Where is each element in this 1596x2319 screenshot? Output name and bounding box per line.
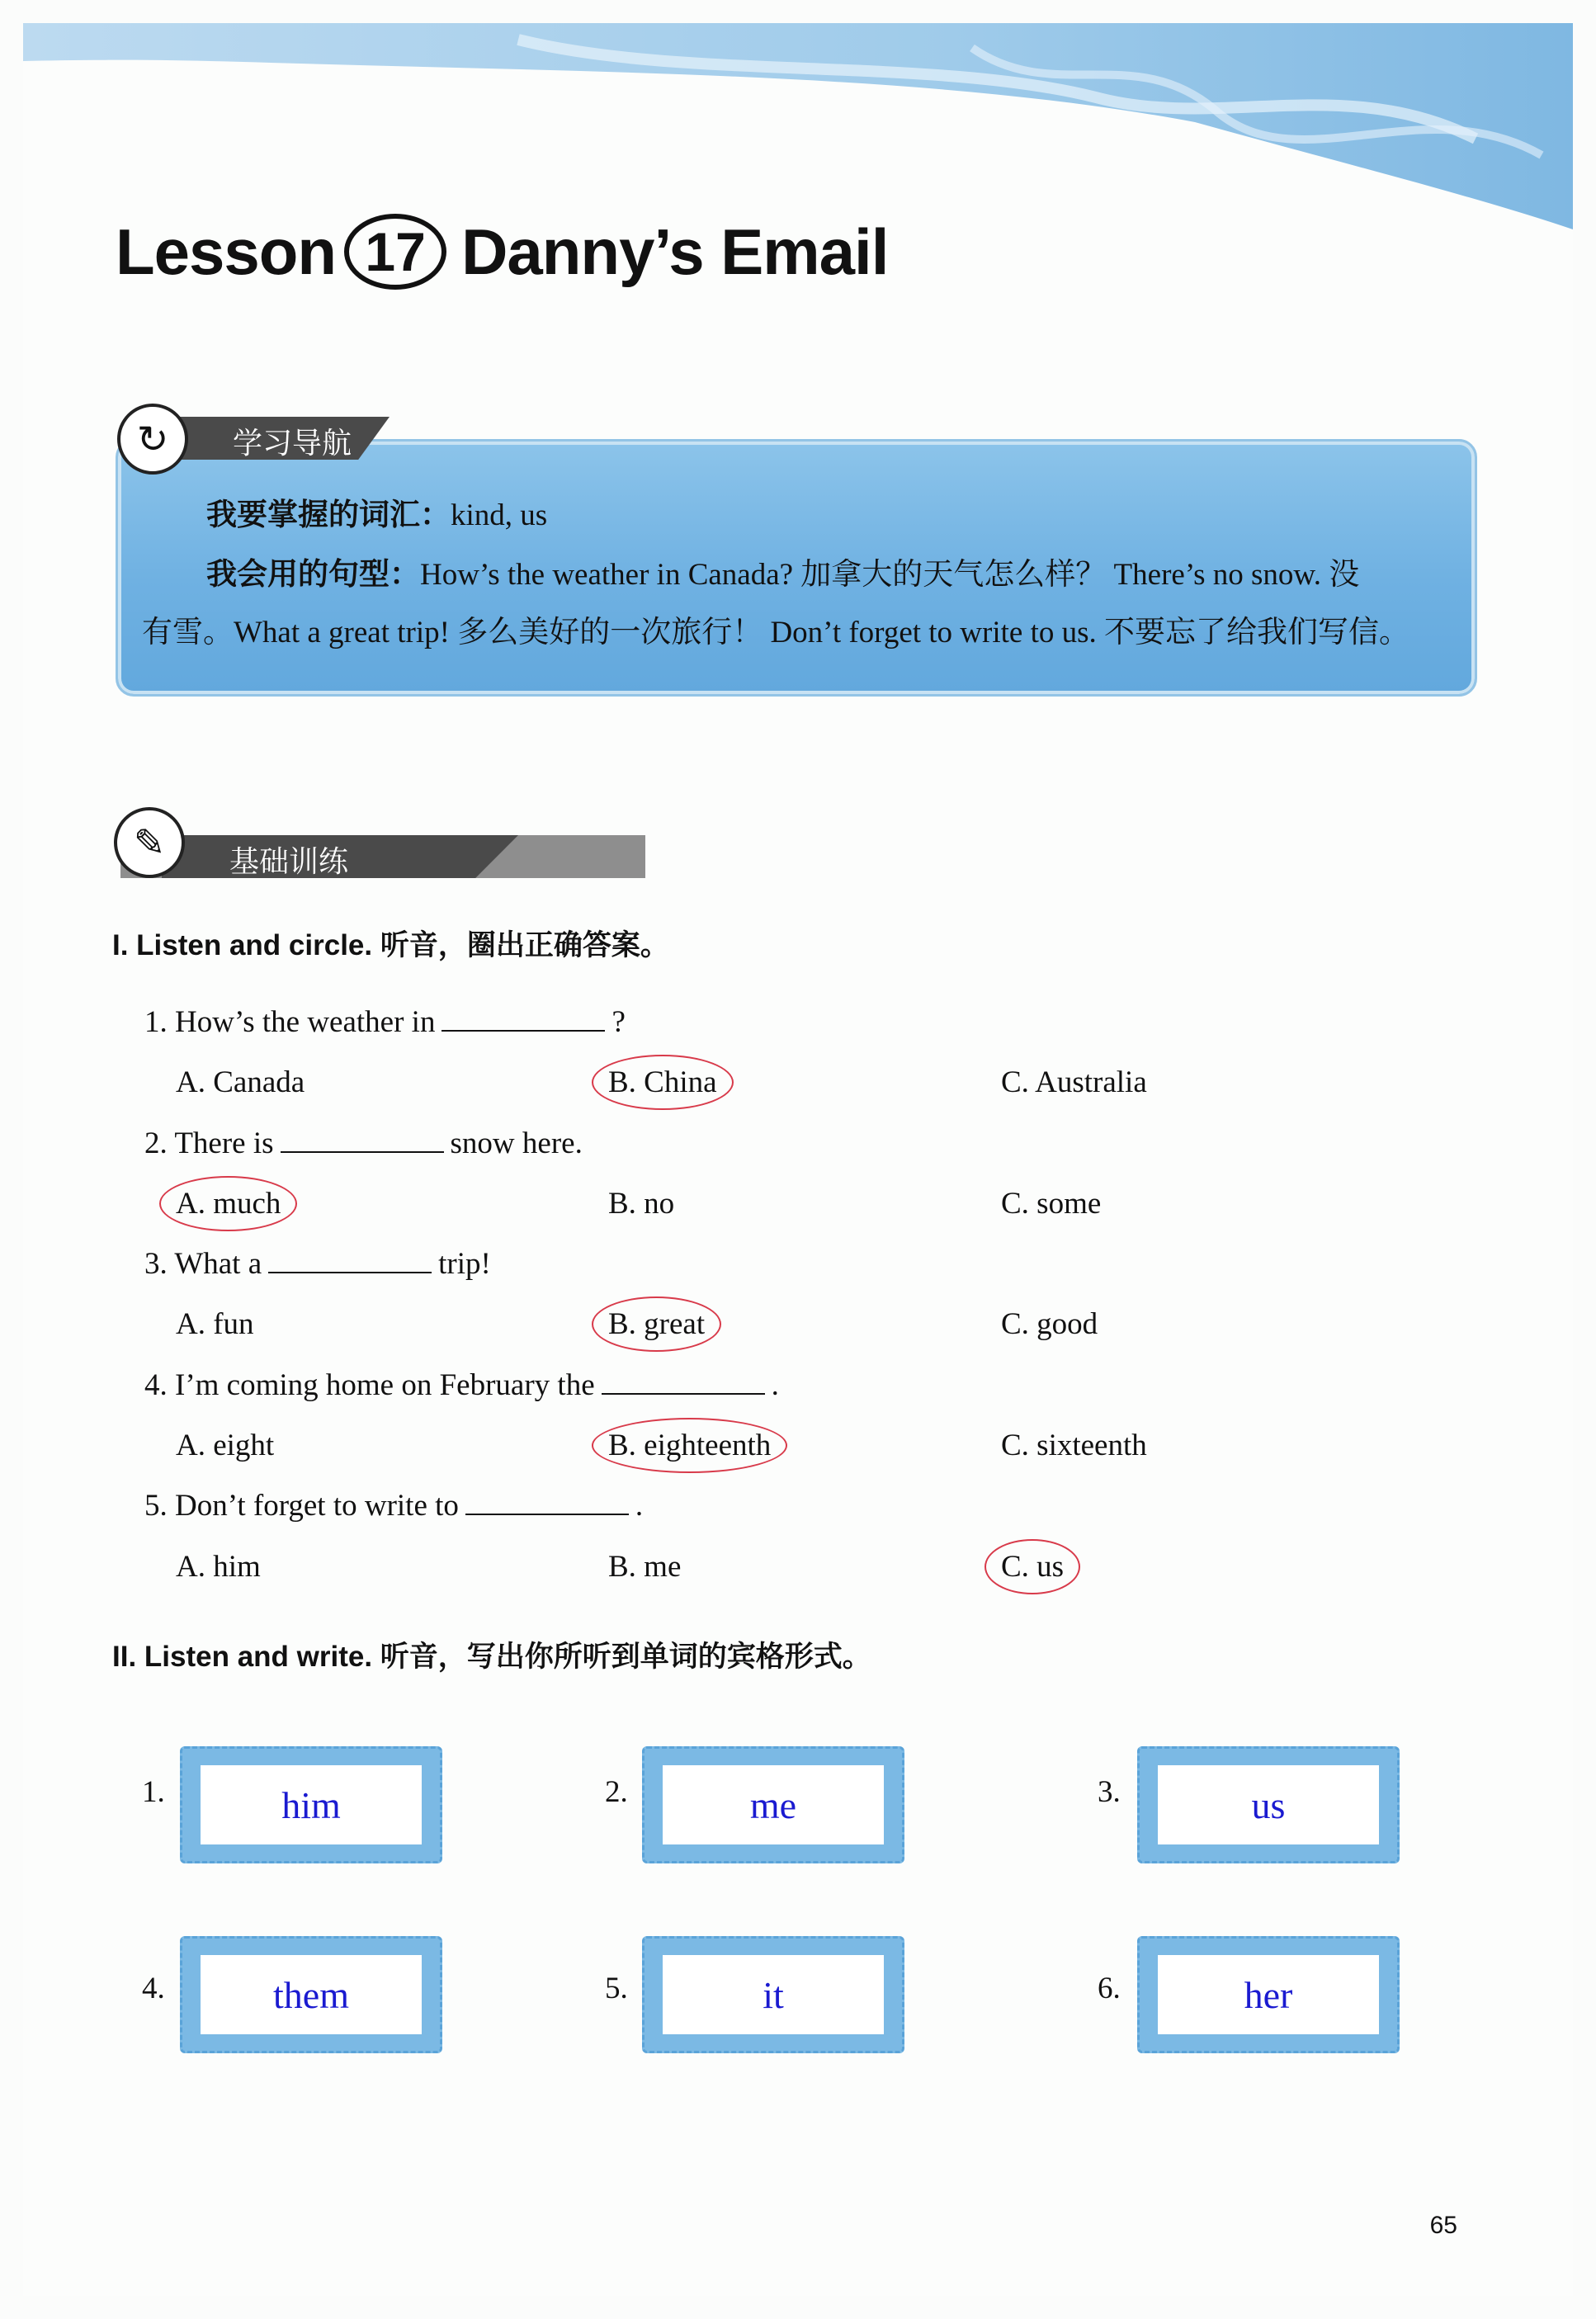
option-3b-circled[interactable]: B. great	[608, 1307, 706, 1341]
section-2-title: II. Listen and write. 听音，写出你所听到单词的宾格形式。	[112, 1641, 871, 1673]
item-number: 5.	[605, 1972, 628, 2005]
written-answer: her	[1244, 1973, 1293, 2016]
lesson-number: 17	[344, 214, 446, 290]
option-4a[interactable]: A. eight	[176, 1429, 275, 1462]
written-answer: me	[749, 1783, 797, 1826]
lesson-title	[116, 202, 888, 301]
question-1	[144, 1004, 626, 1040]
study-guide-label: 学习导航	[233, 427, 352, 460]
section-1-title: I. Listen and circle. 听音，圈出正确答案。	[112, 929, 669, 961]
answer-box-4[interactable]	[180, 1936, 442, 2053]
option-2a-circled[interactable]: A. much	[176, 1187, 281, 1221]
option-2b[interactable]: B. no	[608, 1187, 675, 1221]
question-text: 5. Don’t forget to write to	[144, 1489, 459, 1523]
written-answer: him	[281, 1783, 341, 1826]
written-answer: them	[273, 1973, 349, 2016]
question-text-end: ?	[611, 1005, 626, 1039]
sentence-line-2: 有雪。What a great trip! 多么美好的一次旅行！ Don’t forget to write to us. 不要忘了给我们写信。	[142, 616, 1410, 649]
vocab-label: 我要掌握的词汇：	[206, 496, 451, 532]
vocab-line	[206, 495, 547, 535]
refresh-icon: ↻	[117, 404, 188, 475]
vocab-words: kind, us	[451, 498, 548, 532]
option-2c[interactable]: C. some	[1001, 1187, 1102, 1221]
question-3	[144, 1246, 491, 1282]
question-text: 3. What a	[144, 1247, 262, 1281]
option-3a[interactable]: A. fun	[176, 1307, 254, 1341]
question-text-end: .	[771, 1368, 779, 1402]
question-text: 1. How’s the weather in	[144, 1005, 436, 1039]
option-5c-circled[interactable]: C. us	[1001, 1550, 1065, 1584]
option-1b-circled[interactable]: B. China	[608, 1065, 717, 1099]
question-text-end: .	[635, 1489, 644, 1523]
answer-box-6[interactable]	[1137, 1936, 1400, 2053]
question-text: 4. I’m coming home on February the	[144, 1368, 595, 1402]
option-5a[interactable]: A. him	[176, 1550, 261, 1584]
basic-training-tag	[114, 802, 650, 881]
item-number: 6.	[1098, 1972, 1121, 2005]
basic-training-label: 基础训练	[229, 845, 349, 879]
option-3c[interactable]: C. good	[1001, 1307, 1098, 1341]
question-text-end: snow here.	[450, 1126, 583, 1160]
answer-blank	[268, 1247, 432, 1273]
question-2	[144, 1126, 583, 1161]
sentence-line-1	[206, 555, 1359, 594]
answer-box-3[interactable]	[1137, 1746, 1400, 1863]
study-guide-tag	[117, 400, 414, 470]
item-number: 1.	[142, 1775, 165, 1809]
question-text-end: trip!	[438, 1247, 491, 1281]
question-4	[144, 1367, 779, 1403]
option-1c[interactable]: C. Australia	[1001, 1065, 1147, 1099]
item-number: 3.	[1098, 1775, 1121, 1809]
item-number: 4.	[142, 1972, 165, 2005]
lesson-name: Danny’s Email	[461, 215, 889, 288]
sentence-text-1: How’s the weather in Canada? 加拿大的天气怎么样？ There’s no snow. 没	[420, 558, 1360, 592]
written-answer: it	[763, 1973, 784, 2016]
question-5	[144, 1488, 643, 1523]
question-text: 2. There is	[144, 1126, 274, 1160]
sentence-label: 我会用的句型：	[206, 555, 420, 592]
answer-box-1[interactable]	[180, 1746, 442, 1863]
answer-blank	[281, 1126, 444, 1153]
option-1a[interactable]: A. Canada	[176, 1065, 305, 1099]
answer-blank	[465, 1489, 629, 1515]
written-answer: us	[1251, 1783, 1286, 1826]
option-5b[interactable]: B. me	[608, 1550, 682, 1584]
answer-blank	[602, 1368, 765, 1395]
answer-box-2[interactable]	[642, 1746, 904, 1863]
lesson-label: Lesson	[116, 215, 337, 288]
option-4b-circled[interactable]: B. eighteenth	[608, 1429, 772, 1462]
answer-box-5[interactable]	[642, 1936, 904, 2053]
page-number: 65	[1429, 2212, 1457, 2239]
pencil-icon: ✎	[114, 807, 185, 878]
option-4c[interactable]: C. sixteenth	[1001, 1429, 1147, 1462]
item-number: 2.	[605, 1775, 628, 1809]
answer-blank	[441, 1005, 605, 1032]
